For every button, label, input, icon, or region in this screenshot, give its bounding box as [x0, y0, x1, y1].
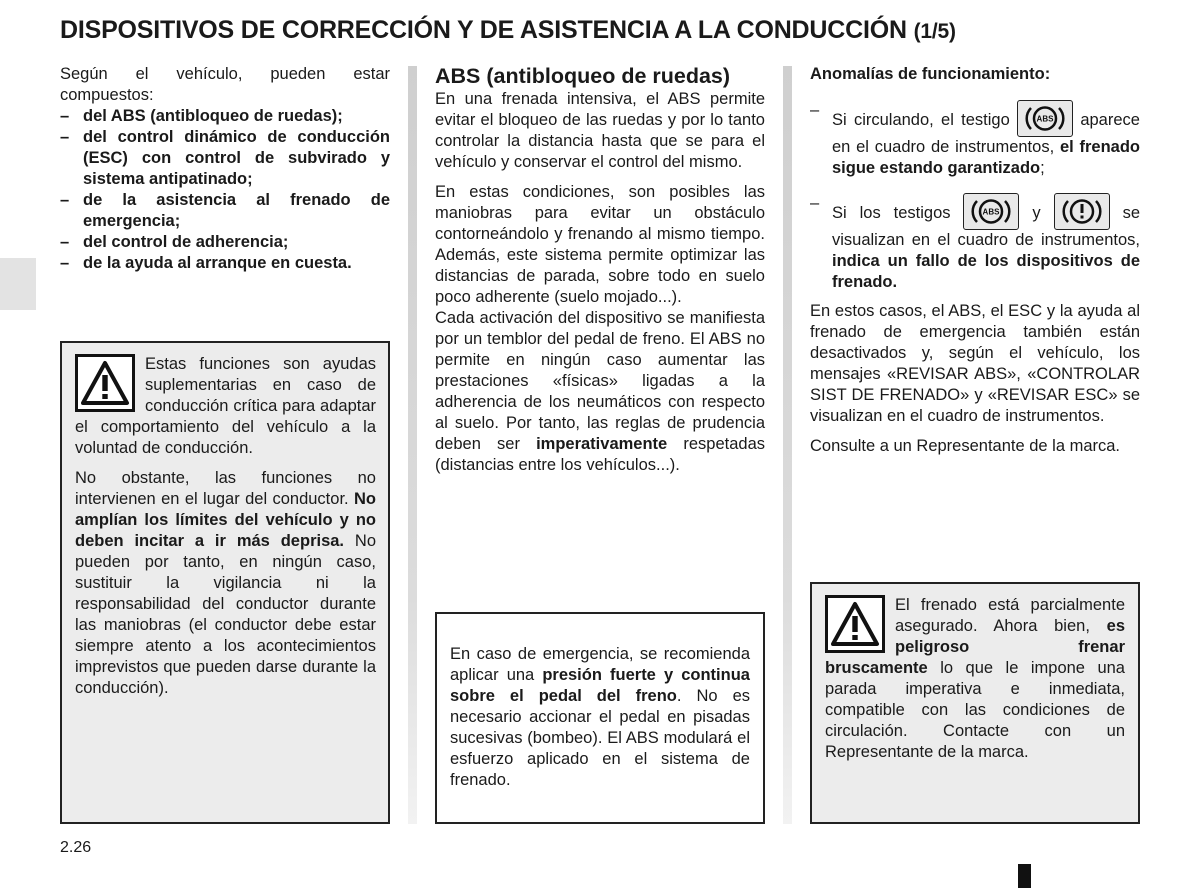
page-title — [60, 16, 956, 45]
feature-item-emergency-brake-assist: – de la asistencia al frenado de emergencia; — [60, 190, 390, 232]
warning-text-2-bold: No amplían los límites del vehículo y no deben incitar a ir más deprisa. — [75, 490, 376, 550]
page-edge-marker — [1018, 864, 1031, 888]
page-title-text: DISPOSITIVOS DE CORRECCIÓN Y DE ASISTENCIA A LA CONDUCCIÓN — [60, 16, 907, 44]
malfunction-item-2 — [810, 193, 1140, 293]
brake-warning-lamp-icon — [1054, 193, 1110, 230]
abs-paragraph-1: En una frenada intensiva, el ABS permite evitar el bloqueo de las ruedas y por lo tanto controlar la distancia hasta que se para el vehículo y conservar el control del mismo. — [435, 90, 765, 171]
warning-text-2-start: No obstante, las funciones no intervienen en el lugar del conductor. — [75, 469, 376, 508]
malfunction-heading: Anomalías de funcionamiento: — [810, 65, 1051, 83]
emergency-note-start: En caso de emergencia, se recomienda aplicar una — [450, 645, 750, 684]
malfunction-item-1-mid: aparece en el cuadro de instrumentos, — [832, 111, 1140, 156]
partial-braking-start: El frenado está parcialmente asegurado. Ahora bien, — [895, 596, 1125, 635]
right-column — [810, 64, 1140, 457]
emergency-note-box — [435, 612, 765, 824]
malfunction-paragraph-2: Consulte a un Representante de la marca. — [810, 437, 1121, 455]
abs-paragraph-3-start: Cada activación del dispositivo se manifiesta por un temblor del pedal de freno. El ABS no permite en ningún caso aumentar las prestaciones «físicas» ligadas a la adherencia de los neumáticos con respecto al suelo. Por tanto, las reglas de prudencia deben ser — [435, 309, 765, 453]
emergency-note-bold: presión fuerte y continua sobre el pedal del freno — [450, 666, 750, 705]
left-column — [60, 64, 390, 274]
warning-box-partial-braking — [810, 582, 1140, 824]
feature-list — [60, 106, 390, 274]
abs-heading: ABS (antibloqueo de ruedas) — [435, 64, 731, 88]
malfunction-item-1-start: Si circulando, el testigo — [832, 111, 1010, 129]
middle-column — [435, 64, 765, 476]
feature-item-esc: – del control dinámico de conducción (ESC) con control de subvirado y sistema antipatinado; — [60, 127, 390, 190]
abs-paragraph-2: En estas condiciones, son posibles las maniobras para evitar un obstáculo contorneándolo y frenando al mismo tiempo. Además, este sistema permite optimizar las distancias de parada, sobre todo en suelo poco adherente (suelo mojado...). — [435, 183, 765, 306]
warning-text-2 — [75, 468, 376, 699]
malfunction-item-2-mid: se visualizan en el cuadro de instrumentos, — [832, 204, 1141, 249]
feature-item-hill-start-assist: – de la ayuda al arranque en cuesta. — [60, 253, 390, 274]
abs-paragraph-3-end: respetadas (distancias entre los vehículos...). — [435, 435, 765, 474]
warning-triangle-icon — [825, 595, 885, 653]
feature-item-abs: – del ABS (antibloqueo de ruedas); — [60, 106, 390, 127]
partial-braking-bold: es peligroso frenar bruscamente — [825, 617, 1125, 677]
partial-braking-end: lo que le impone una parada imperativa e inmediata, compatible con las condiciones de circulación. Contacte con un Representante de la marca. — [825, 659, 1125, 761]
abs-warning-lamp-icon — [963, 193, 1019, 230]
abs-paragraph-3 — [435, 308, 765, 476]
abs-warning-lamp-icon — [1017, 100, 1073, 137]
emergency-note-end: . No es necesario accionar el pedal en pisadas sucesivas (bombeo). El ABS modulará el esfuerzo aplicado en el sistema de frenado. — [450, 687, 750, 789]
feature-item-traction-control: – del control de adherencia; — [60, 232, 390, 253]
page-number: 2.26 — [60, 839, 92, 856]
intro-text: Según el vehículo, pueden estar compuestos: — [60, 65, 390, 104]
abs-lamp-label: ABS — [1036, 114, 1054, 124]
malfunction-item-2-and: y — [1032, 204, 1041, 222]
abs-paragraph-3-bold: imperativamente — [536, 435, 668, 453]
column-divider-right — [783, 66, 792, 824]
malfunction-item-1-end: ; — [1040, 159, 1045, 177]
warning-triangle-icon — [75, 354, 135, 412]
column-divider-left — [408, 66, 417, 824]
abs-lamp-label: ABS — [983, 207, 1000, 217]
page-fraction: (1/5) — [913, 20, 956, 43]
malfunction-item-1 — [810, 100, 1140, 179]
malfunction-paragraph-1: En estos casos, el ABS, el ESC y la ayuda al frenado de emergencia también están desactivados y, según el vehículo, los mensajes «REVISAR ABS», «CONTROLAR SIST DE FRENADO» y «REVISAR ESC» se visualizan en el cuadro de instrumentos. — [810, 302, 1140, 425]
warning-box-driving-aids — [60, 341, 390, 824]
malfunction-item-2-start: Si los testigos — [832, 204, 951, 222]
malfunction-item-1-bold: el frenado sigue estando garantizado — [832, 138, 1140, 177]
malfunction-item-2-bold: indica un fallo de los dispositivos de frenado. — [832, 252, 1140, 291]
chapter-tab — [0, 258, 36, 310]
warning-text-2-end: No pueden por tanto, en ningún caso, sustituir la vigilancia ni la responsabilidad del conductor durante las maniobras (el conductor debe estar siempre atento a los acontecimientos imprevistos que pueden darse durante la conducción). — [75, 532, 376, 697]
emergency-note-text — [450, 644, 750, 791]
warning-text-1: Estas funciones son ayudas suplementarias en caso de conducción crítica para adaptar el comportamiento del vehículo a la voluntad de conducción. — [75, 355, 376, 457]
